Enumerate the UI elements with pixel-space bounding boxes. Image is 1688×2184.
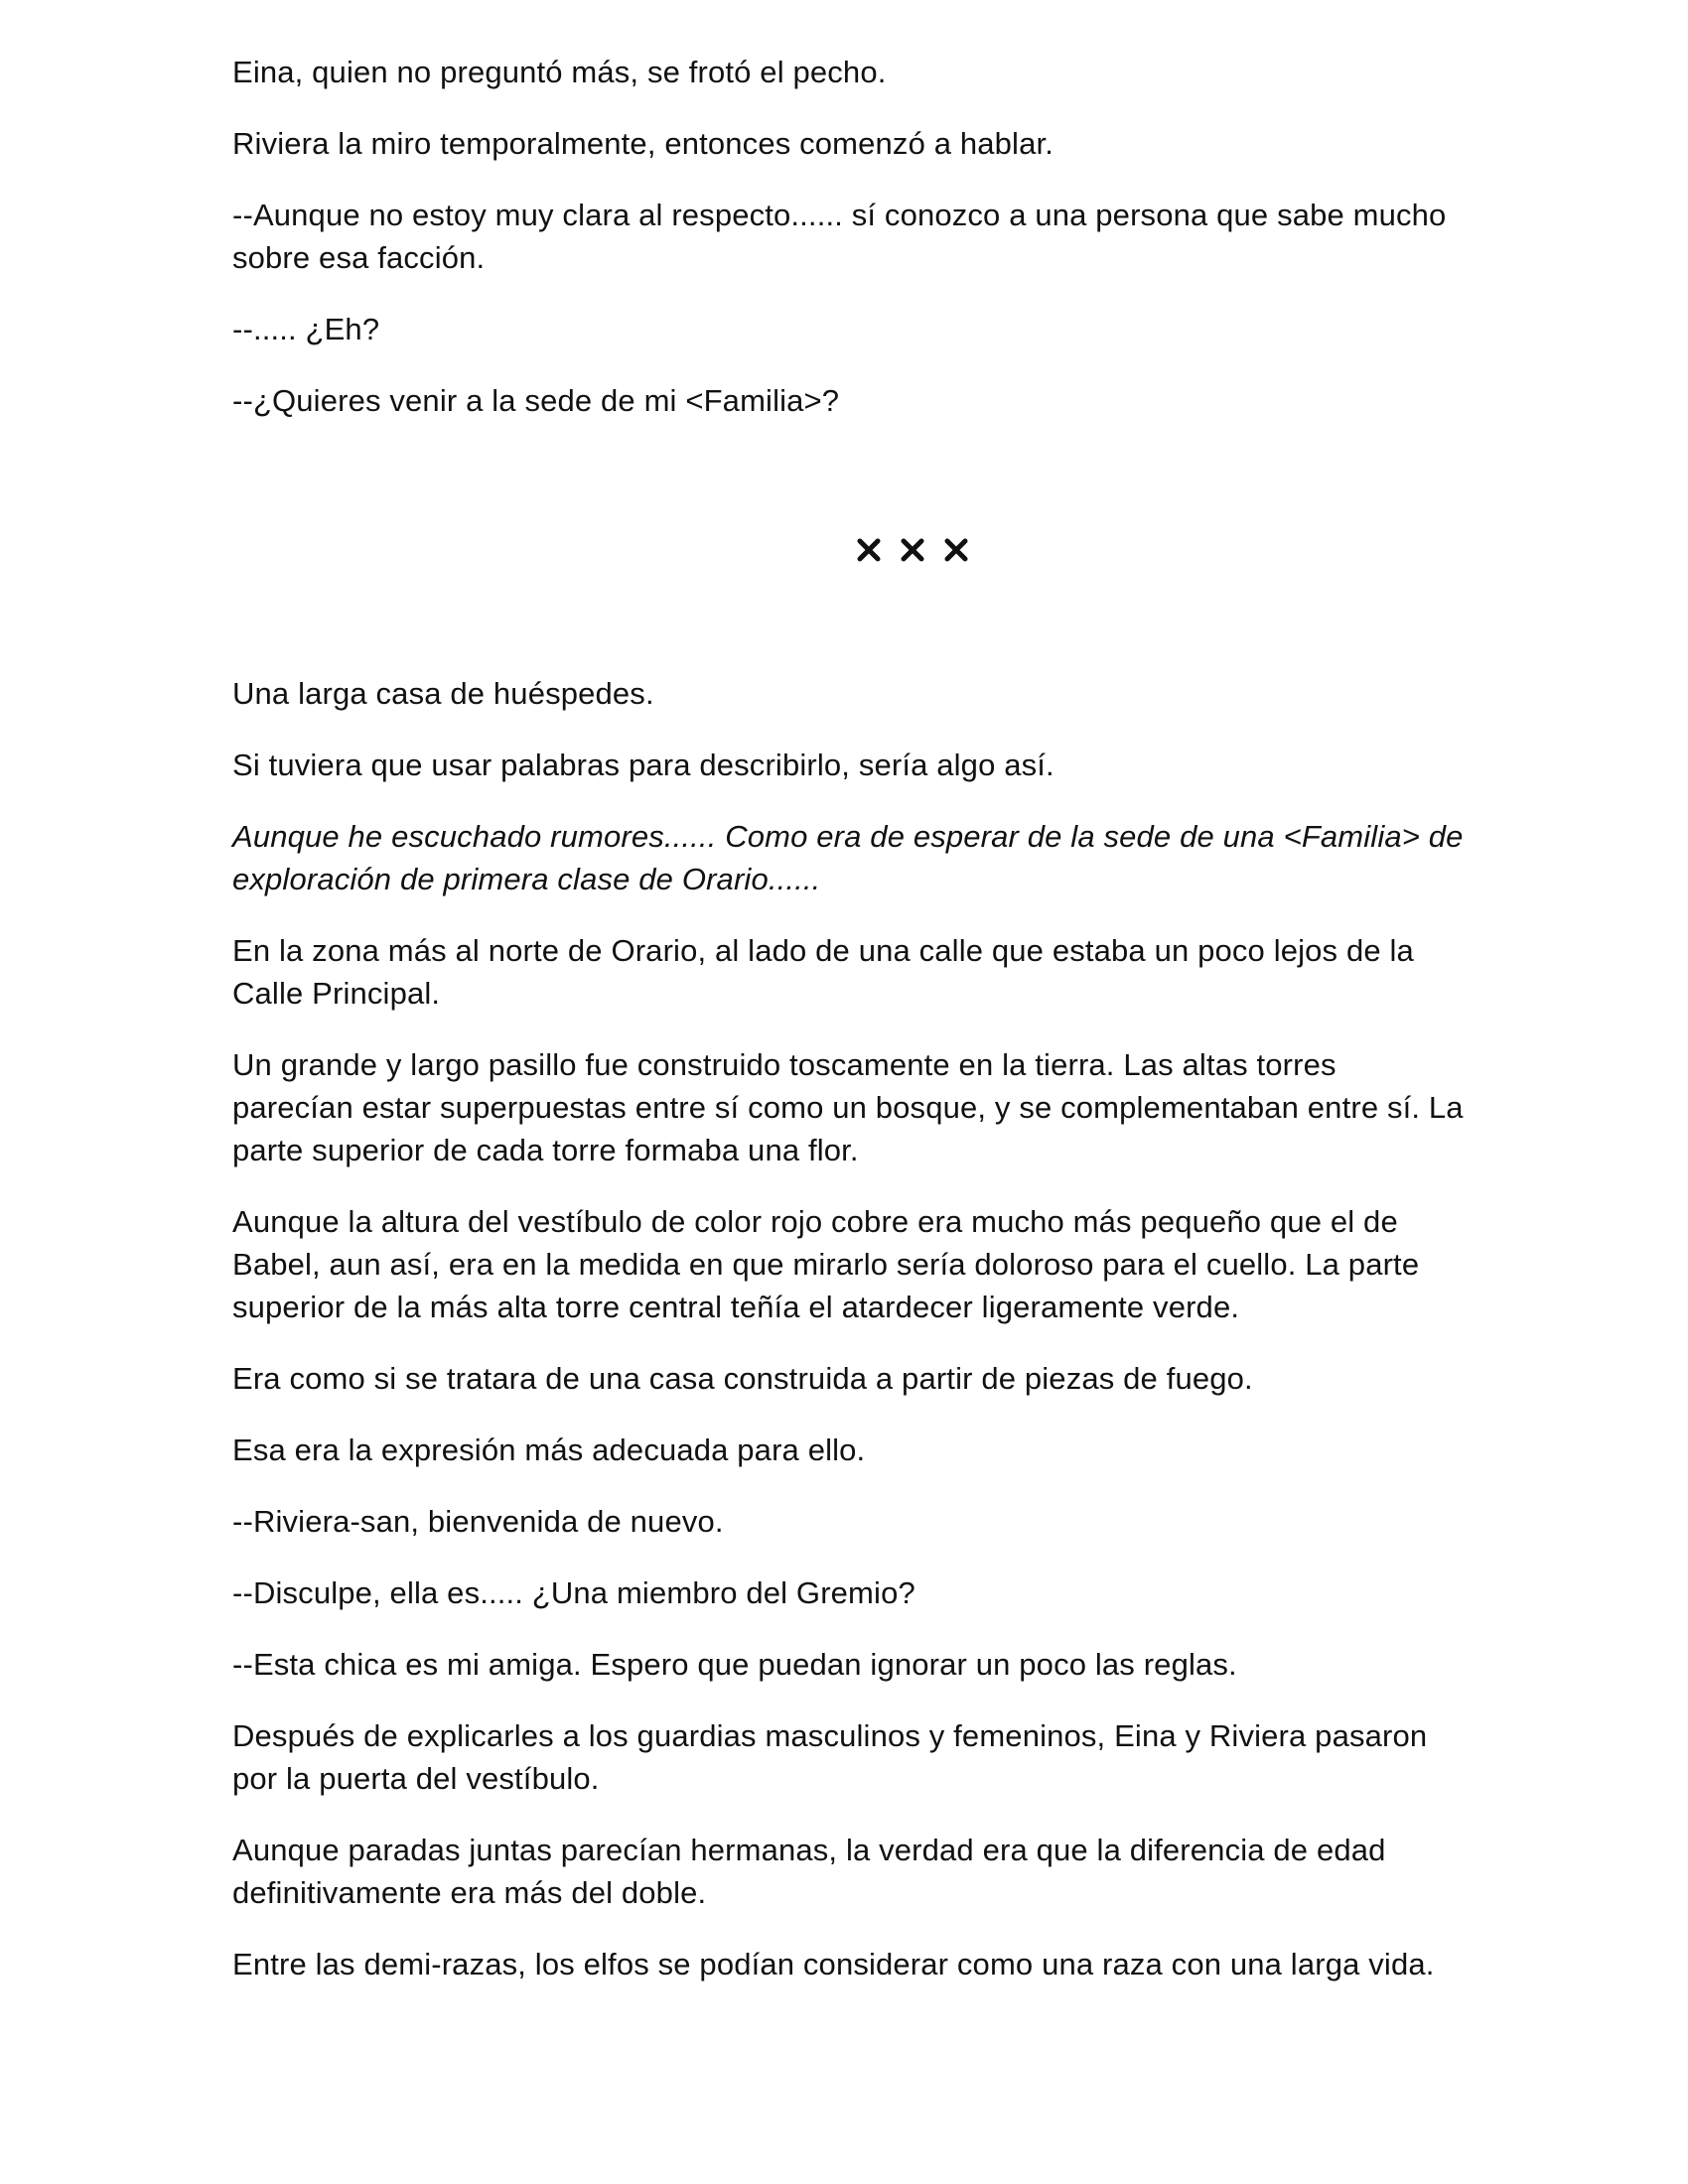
paragraph: Una larga casa de huéspedes. [232,676,654,711]
scene-break [232,529,1464,571]
section-top [232,51,1464,422]
paragraph: Aunque paradas juntas parecían hermanas, la verdad era que la diferencia de edad definitivamente era más del doble. [232,1833,1386,1910]
paragraph: Aunque la altura del vestíbulo de color rojo cobre era mucho más pequeño que el de Babel, aun así, era en la medida en que mirarlo sería doloroso para el cuello. La parte superior de la más alta torre central teñía el atardecer ligeramente verde. [232,1204,1420,1324]
paragraph: --Riviera-san, bienvenida de nuevo. [232,1504,724,1539]
paragraph: Entre las demi-razas, los elfos se podían considerar como una raza con una larga vida. [232,1947,1435,1981]
text-body [232,51,1464,2014]
paragraph: Si tuviera que usar palabras para describirlo, sería algo así. [232,748,1055,782]
paragraph: --..... ¿Eh? [232,312,380,346]
cross-mark-icon [943,537,969,563]
paragraph: --¿Quieres venir a la sede de mi <Familia>? [232,383,840,418]
paragraph: En la zona más al norte de Orario, al lado de una calle que estaba un poco lejos de la Calle Principal. [232,933,1414,1011]
cross-mark-icon [856,537,882,563]
italic-paragraph: Aunque he escuchado rumores...... Como era de esperar de la sede de una <Familia> de exploración de primera clase de Orario...... [232,819,1464,896]
paragraph: Esa era la expresión más adecuada para ello. [232,1433,866,1467]
paragraph: Riviera la miro temporalmente, entonces comenzó a hablar. [232,126,1055,161]
paragraph: --Esta chica es mi amiga. Espero que puedan ignorar un poco las reglas. [232,1647,1237,1682]
paragraph: Eina, quien no preguntó más, se frotó el pecho. [232,55,887,89]
paragraph: --Disculpe, ella es..... ¿Una miembro del Gremio? [232,1575,915,1610]
cross-mark-icon [900,537,925,563]
paragraph: Un grande y largo pasillo fue construido toscamente en la tierra. Las altas torres parecían estar superpuestas entre sí como un bosque, y se complementaban entre sí. La parte superior de cada torre formaba una flor. [232,1047,1464,1167]
section-bottom [232,672,1464,1985]
paragraph: Era como si se tratara de una casa construida a partir de piezas de fuego. [232,1361,1253,1396]
paragraph: --Aunque no estoy muy clara al respecto...... sí conozco a una persona que sabe mucho sobre esa facción. [232,198,1447,275]
paragraph: Después de explicarles a los guardias masculinos y femeninos, Eina y Riviera pasaron por la puerta del vestíbulo. [232,1718,1428,1796]
